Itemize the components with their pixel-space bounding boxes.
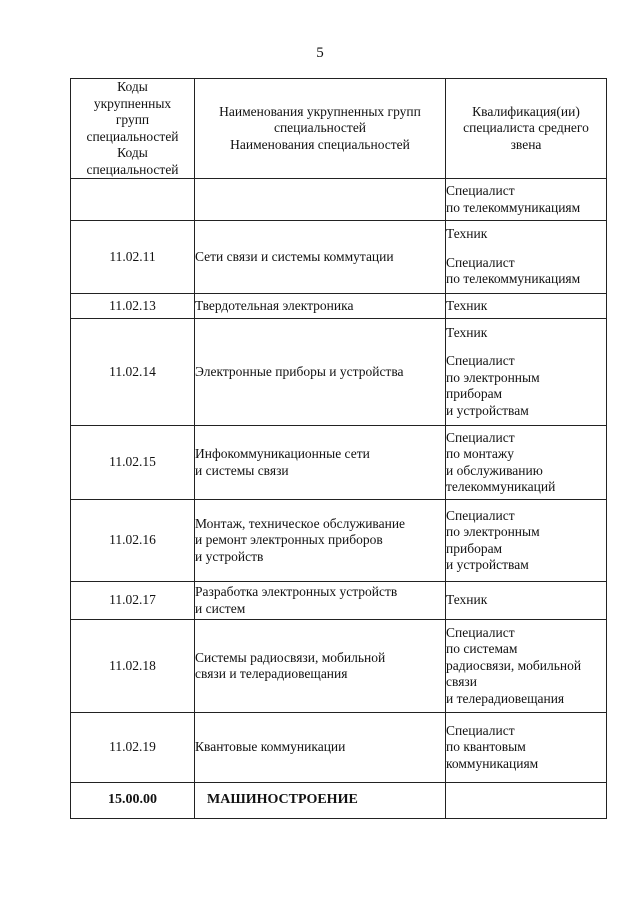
specialty-name [195, 179, 446, 221]
qualification-cell [446, 500, 607, 582]
specialty-name-line: Инфокоммуникационные сети [195, 446, 370, 461]
specialty-code: 11.02.17 [71, 582, 195, 620]
header-qualification-line: Квалификация(ии) [472, 103, 580, 119]
specialty-name-line: и системы связи [195, 462, 289, 478]
qualification-line: коммуникациям [446, 755, 539, 771]
header-codes-line: специальностей [86, 128, 179, 144]
table-row [71, 221, 607, 294]
table-row [71, 426, 607, 500]
qualification-line: приборам [446, 540, 503, 556]
qualification-cell [446, 179, 607, 221]
header-codes-line: укрупненных [93, 95, 172, 111]
specialty-code: 11.02.13 [71, 294, 195, 319]
qualification-line: Техник [446, 592, 488, 608]
qualification-line: Специалист [446, 429, 515, 445]
qualification-cell [446, 319, 607, 426]
specialty-name [195, 426, 446, 500]
section-row [71, 783, 607, 819]
specialty-name-line: Твердотельная электроника [195, 297, 354, 313]
qualification-cell [446, 426, 607, 500]
header-qualification-line: специалиста среднего [463, 120, 589, 136]
header-names-line: Наименования укрупненных групп [219, 103, 421, 119]
header-codes-line: Коды [117, 145, 148, 160]
header-names-line: специальностей [273, 120, 367, 136]
qualification-cell [446, 582, 607, 620]
specialty-name [195, 500, 446, 582]
qualification-line: Специалист [446, 183, 515, 198]
table-row [71, 713, 607, 783]
table-row [71, 179, 607, 221]
qualification-line: Специалист [446, 624, 515, 640]
specialties-table [70, 78, 607, 819]
qualification-gap [446, 243, 606, 255]
qualification-line: по телекоммуникациям [446, 271, 581, 287]
table-header-row [71, 79, 607, 179]
specialty-name-line: и систем [195, 600, 246, 616]
qualification-cell [446, 620, 607, 713]
specialty-code: 11.02.16 [71, 500, 195, 582]
table-row [71, 620, 607, 713]
specialty-code: 11.02.19 [71, 713, 195, 783]
qualification-line: Специалист [446, 507, 515, 523]
specialty-name [195, 294, 446, 319]
specialty-name-line: Монтаж, техническое обслуживание [195, 515, 406, 531]
qualification-line: Специалист [446, 722, 515, 738]
header-qualification [446, 79, 607, 179]
specialty-name-line: и ремонт электронных приборов [195, 532, 383, 548]
specialty-name-line: и устройств [195, 548, 264, 564]
qualification-line: Техник [446, 226, 488, 242]
qualification-line: Специалист [446, 254, 515, 270]
qualification-line: телекоммуникаций [446, 479, 556, 494]
section-code: 15.00.00 [71, 783, 195, 819]
specialty-name-line: Разработка электронных устройств [195, 584, 398, 599]
specialty-name [195, 713, 446, 783]
qualification-line: по системам [446, 641, 518, 657]
specialty-name [195, 620, 446, 713]
qualification-cell [446, 294, 607, 319]
table-row [71, 319, 607, 426]
header-names [195, 79, 446, 179]
specialty-name-line: Квантовые коммуникации [195, 739, 346, 755]
qualification-line: по электронным [446, 369, 540, 385]
page-number: 5 [316, 45, 324, 61]
header-names-line: Наименования специальностей [230, 136, 410, 152]
specialty-code: 11.02.18 [71, 620, 195, 713]
specialty-code: 11.02.15 [71, 426, 195, 500]
header-codes-line: групп [115, 112, 150, 127]
qualification-cell [446, 221, 607, 294]
qualification-line: по монтажу [446, 446, 515, 461]
specialty-name-line: Электронные приборы и устройства [195, 363, 404, 379]
qualification-line: по квантовым [446, 739, 526, 755]
specialty-code: 11.02.14 [71, 319, 195, 426]
qualification-line: Специалист [446, 353, 515, 369]
qualification-line: и устройствам [446, 402, 529, 418]
specialty-name [195, 582, 446, 620]
specialty-code: 11.02.11 [71, 221, 195, 294]
section-name: МАШИНОСТРОЕНИЕ [195, 783, 446, 819]
qualification-line: по телекоммуникациям [446, 199, 581, 215]
specialty-name-line: связи и телерадиовещания [195, 666, 348, 681]
qualification-line: Техник [446, 297, 488, 313]
qualification-line: связи [446, 674, 477, 690]
header-codes [71, 79, 195, 179]
table-row [71, 500, 607, 582]
specialty-name-line: Системы радиосвязи, мобильной [195, 649, 386, 665]
section-qualification [446, 783, 607, 819]
header-qualification-line: звена [510, 136, 542, 152]
qualification-line: и обслуживанию [446, 462, 543, 478]
header-codes-line: специальностей [86, 161, 179, 177]
qualification-gap [446, 341, 606, 353]
table-row [71, 582, 607, 620]
table-body [71, 179, 607, 819]
header-codes-line: Коды [117, 79, 148, 94]
qualification-line: Техник [446, 324, 488, 340]
qualification-line: по электронным [446, 524, 540, 539]
table-row [71, 294, 607, 319]
qualification-cell [446, 713, 607, 783]
qualification-line: и телерадиовещания [446, 690, 565, 706]
specialty-name [195, 221, 446, 294]
specialty-name [195, 319, 446, 426]
specialty-code [71, 179, 195, 221]
qualification-line: приборам [446, 386, 503, 402]
qualification-line: и устройствам [446, 557, 529, 572]
specialty-name-line: Сети связи и системы коммутации [195, 248, 394, 264]
qualification-line: радиосвязи, мобильной [446, 657, 582, 673]
